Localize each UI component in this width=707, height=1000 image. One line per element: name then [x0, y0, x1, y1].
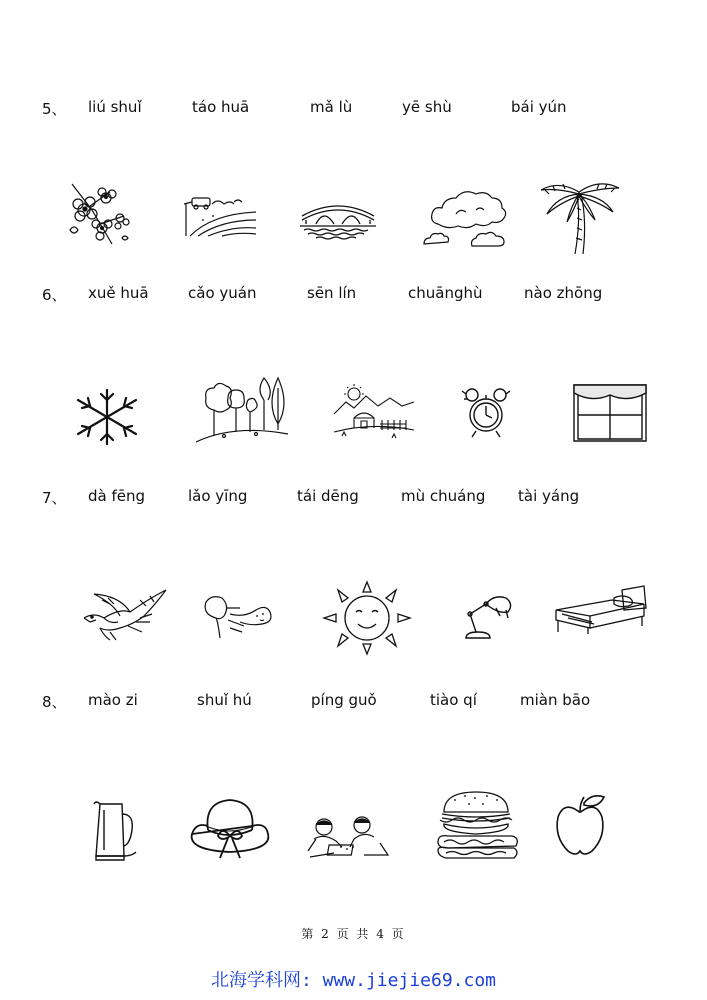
children-chess-icon: [304, 817, 392, 861]
pinyin-word: chuānghù: [408, 284, 483, 302]
pinyin-word: mù chuáng: [401, 487, 486, 505]
hat-icon: [188, 796, 272, 860]
desk-lamp-icon: [460, 594, 514, 640]
pinyin-word: mào zi: [88, 691, 138, 709]
pinyin-word: yē shù: [402, 98, 452, 116]
peach-blossom-icon: [62, 180, 134, 252]
pinyin-word: shuǐ hú: [197, 691, 252, 709]
alarm-clock-icon: [460, 385, 512, 441]
road-icon: [182, 190, 258, 240]
pinyin-word: bái yún: [511, 98, 567, 116]
kettle-icon: [92, 800, 140, 862]
pinyin-word: cǎo yuán: [188, 284, 257, 302]
clouds-icon: [420, 184, 512, 250]
question-number-8: 8、: [42, 693, 67, 711]
sun-icon: [320, 580, 414, 656]
pinyin-word: miàn bāo: [520, 691, 591, 709]
pinyin-word: sēn lín: [307, 284, 357, 302]
pinyin-word: táo huā: [192, 98, 250, 116]
pinyin-word: liú shuǐ: [88, 98, 142, 116]
pinyin-word: tài yáng: [518, 487, 580, 505]
forest-icon: [194, 374, 290, 444]
pinyin-word: nào zhōng: [524, 284, 603, 302]
question-number-5: 5、: [42, 100, 67, 118]
question-number-6: 6、: [42, 286, 67, 304]
pinyin-word: tiào qí: [430, 691, 477, 709]
bed-icon: [552, 584, 648, 636]
window-icon: [572, 383, 648, 443]
watermark: 北海学科网: www.jiejie69.com: [210, 970, 497, 991]
bridge-icon: [298, 194, 378, 240]
apple-icon: [554, 793, 610, 857]
wind-icon: [200, 592, 276, 640]
pinyin-word: mǎ lù: [310, 98, 353, 116]
pinyin-word: xuě huā: [88, 284, 149, 302]
page-footer: 第 2 页 共 4 页: [301, 927, 406, 941]
pinyin-word: dà fēng: [88, 487, 146, 505]
eagle-icon: [80, 588, 168, 644]
question-number-7: 7、: [42, 489, 67, 507]
palm-tree-icon: [537, 180, 621, 256]
pinyin-word: lǎo yīng: [188, 487, 248, 505]
pinyin-word: píng guǒ: [311, 691, 377, 709]
burger-hotdog-icon: [434, 790, 520, 860]
snowflake-icon: [74, 388, 140, 446]
pinyin-word: tái dēng: [297, 487, 359, 505]
grassland-icon: [332, 384, 416, 440]
